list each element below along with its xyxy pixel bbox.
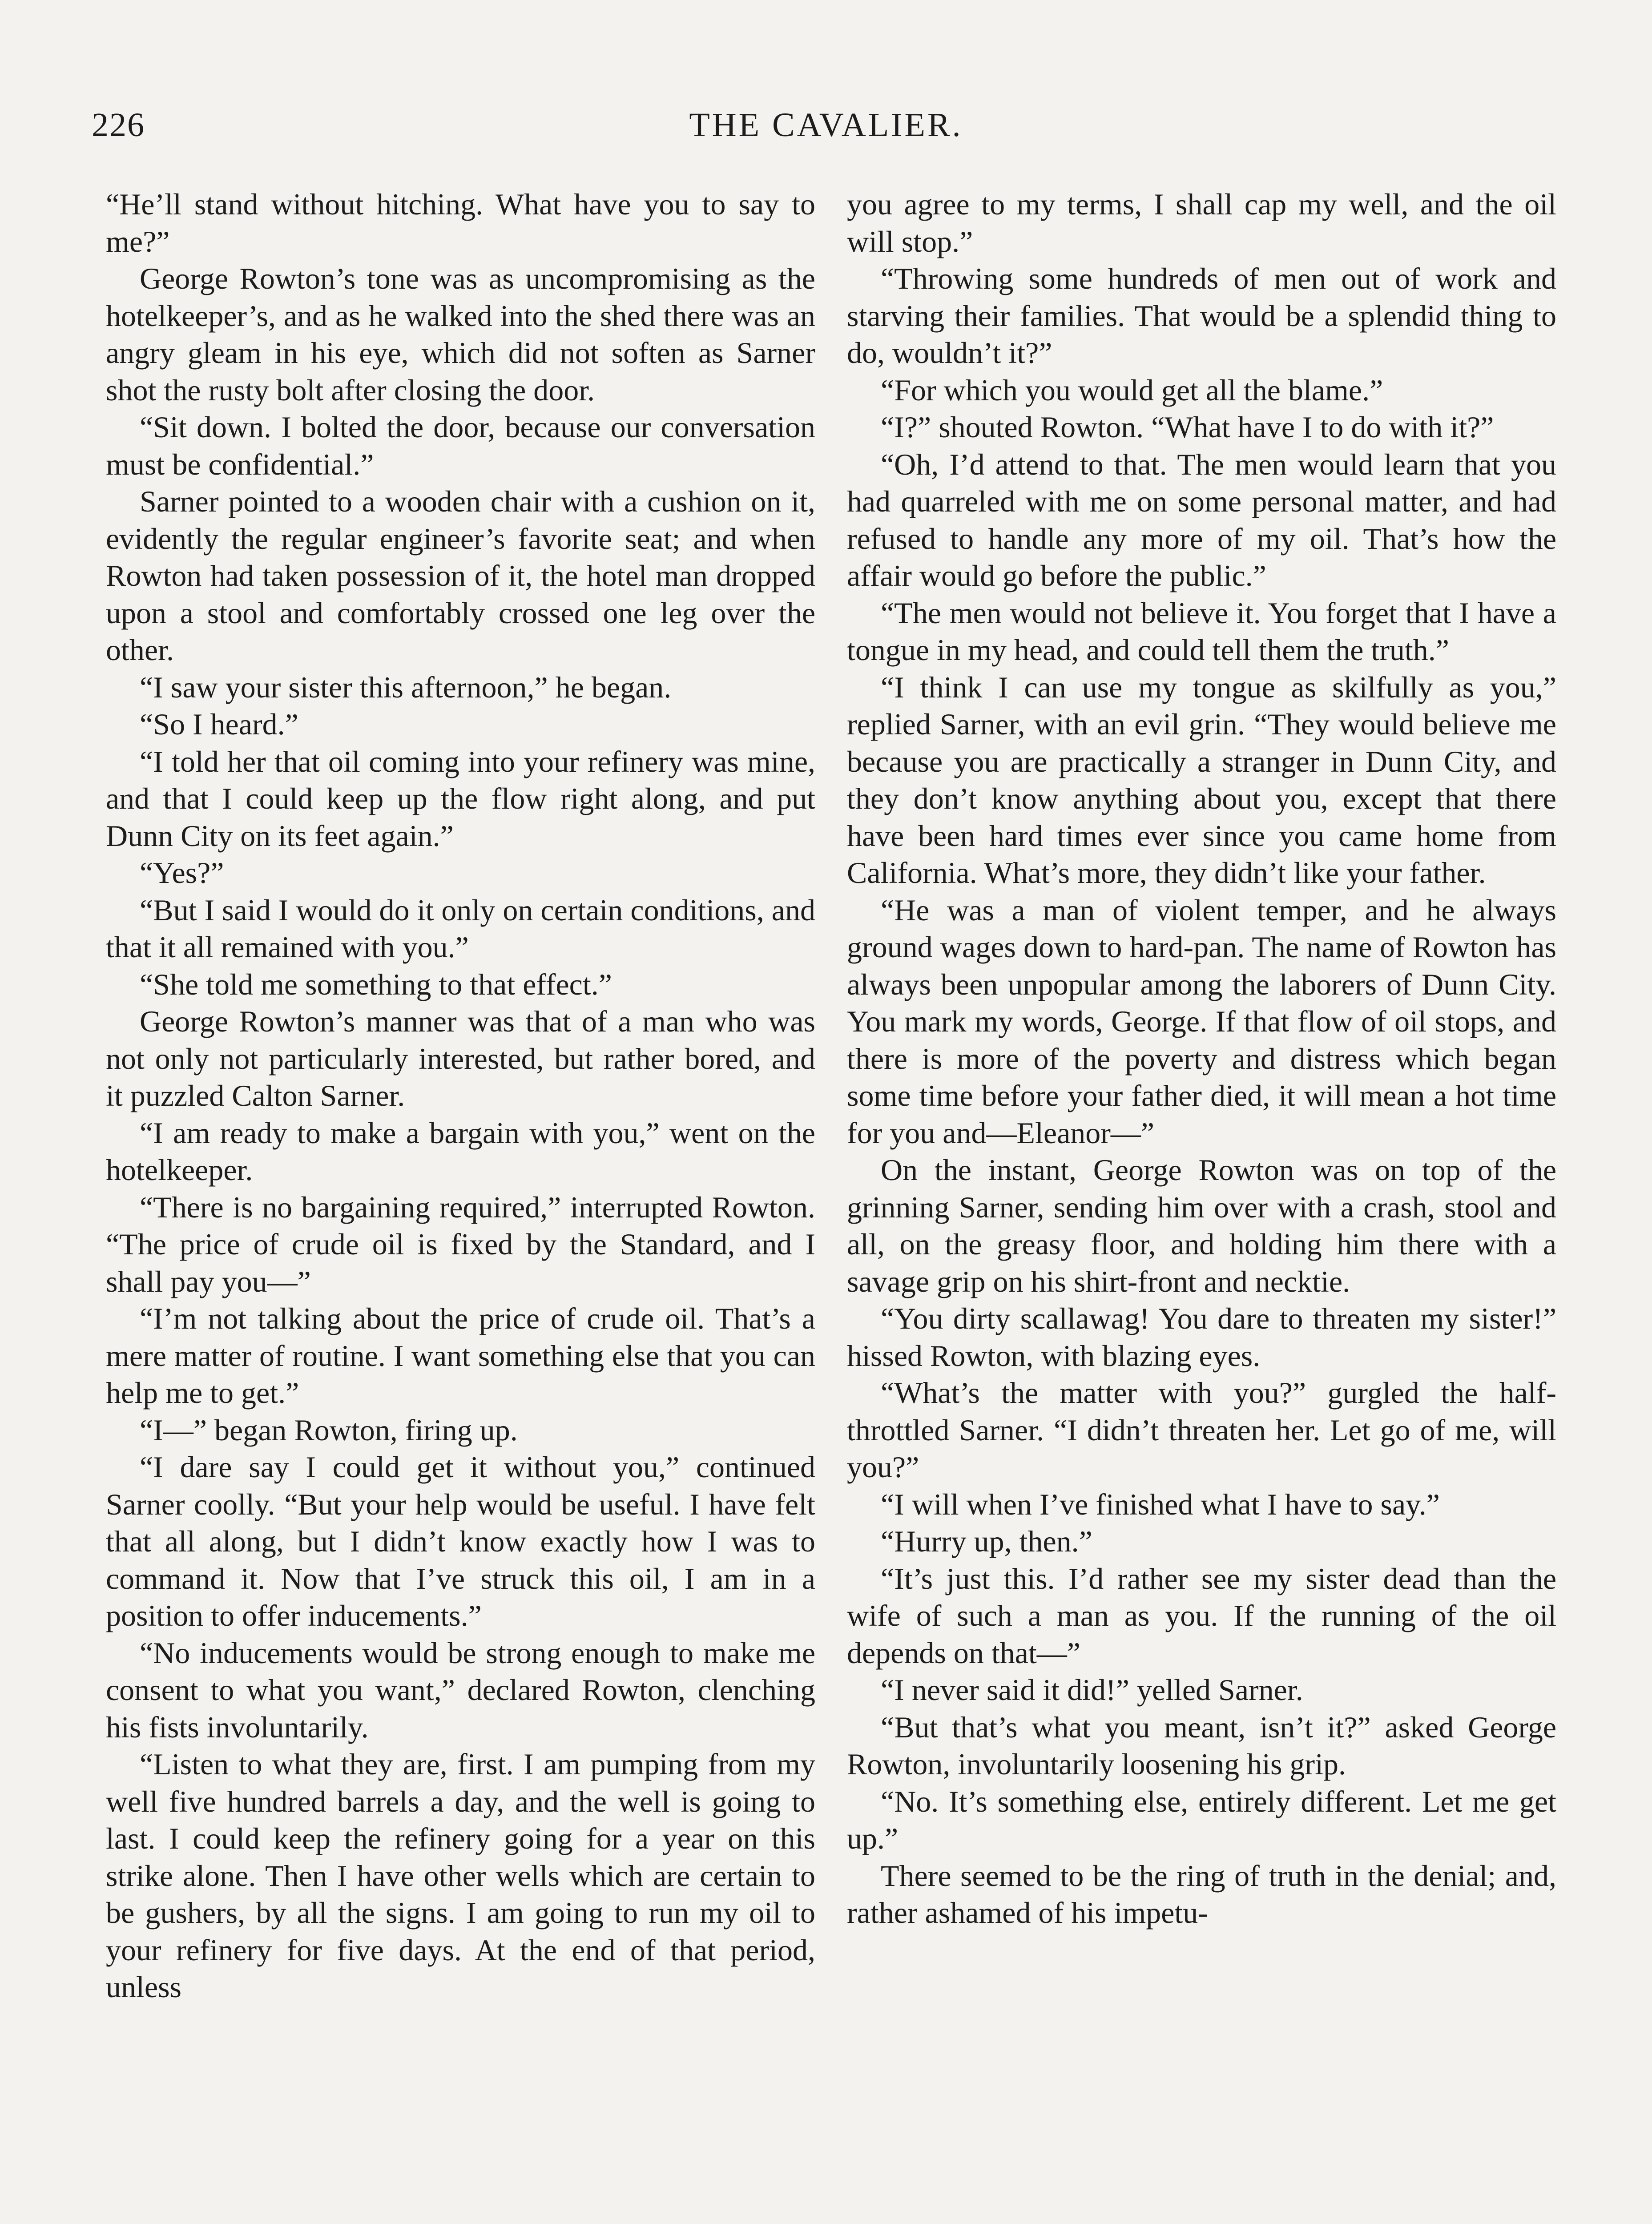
paragraph: “I will when I’ve finished what I have to say.” [881,1487,1440,1521]
paragraph: “There is no bargaining required,” interrupted Rowton. “The price of crude oil is fixed by the Standard, and I shall pay you—” [106,1190,815,1298]
page-header [0,106,1652,155]
paragraph: “I think I can use my tongue as skilfully as you,” replied Sarner, with an evil grin. “They would believe me because you are practically a stranger in Dunn City, and they don’t know anything about you, except that there have been hard times ever since you came home from California. What’s more, they didn’t like your father. [847,670,1556,890]
page-number: 226 [92,106,145,144]
paragraph: “I saw your sister this afternoon,” he began. [140,670,672,704]
paragraph: “So I heard.” [140,707,298,741]
paragraph: “Hurry up, then.” [881,1524,1092,1558]
paragraph: “She told me something to that effect.” [140,967,612,1001]
paragraph: “He’ll stand without hitching. What have you to say to me?” [106,187,815,258]
paragraph: “Oh, I’d attend to that. The men would learn that you had quarreled with me on some personal matter, and had refused to handle any more of my oil. That’s how the affair would go before the public.” [847,447,1556,592]
paragraph: George Rowton’s tone was as uncompromising as the hotelkeeper’s, and as he walked into the shed there was an angry gleam in his eye, which did not soften as Sarner shot the rusty bolt after closing the door. [106,262,815,407]
paragraph: Sarner pointed to a wooden chair with a cushion on it, evidently the regular engineer’s favorite seat; and when Rowton had taken possession of it, the hotel man dropped upon a stool and comfortably crossed one leg over the other. [106,484,815,667]
paragraph: “For which you would get all the blame.” [881,373,1383,407]
paragraph: “The men would not believe it. You forget that I have a tongue in my head, and could tell them the truth.” [847,596,1556,667]
paragraph: “I dare say I could get it without you,” continued Sarner coolly. “But your help would be useful. I have felt that all along, but I didn’t know exactly how I was to command it. Now that I’ve struck this oil, I am in a position to offer inducements.” [106,1450,815,1632]
paragraph: “Sit down. I bolted the door, because our conversation must be confidential.” [106,410,815,481]
paragraph: “What’s the matter with you?” gurgled the half-throttled Sarner. “I didn’t threaten her. Let go of me, will you?” [847,1376,1556,1484]
paragraph: “I told her that oil coming into your refinery was mine, and that I could keep up the flow right along, and put Dunn City on its feet again.” [106,744,815,853]
paragraph: “I never said it did!” yelled Sarner. [881,1673,1303,1707]
paragraph: “I—” began Rowton, firing up. [140,1413,518,1447]
paragraph: “I am ready to make a bargain with you,” went on the hotelkeeper. [106,1116,815,1187]
paragraph: “But that’s what you meant, isn’t it?” asked George Rowton, involuntarily loosening his grip. [847,1710,1556,1781]
paragraph: On the instant, George Rowton was on top of the grinning Sarner, sending him over with a crash, stool and all, on the greasy floor, and holding him there with a savage grip on his shirt-front and necktie. [847,1153,1556,1298]
paragraph: you agree to my terms, I shall cap my well, and the oil will stop.” [847,187,1556,258]
running-title: THE CAVALIER. [689,106,963,144]
paragraph: “You dirty scallawag! You dare to threaten my sister!” hissed Rowton, with blazing eyes. [847,1301,1556,1373]
paragraph: “No inducements would be strong enough to make me consent to what you want,” declared Rowton, clenching his fists involuntarily. [106,1636,815,1744]
right-column [847,186,1556,1932]
paragraph: “Yes?” [140,856,224,890]
paragraph: “I’m not talking about the price of crude oil. That’s a mere matter of routine. I want something else that you can help me to get.” [106,1301,815,1410]
paragraph: George Rowton’s manner was that of a man who was not only not particularly interested, but rather bored, and it puzzled Calton Sarner. [106,1004,815,1112]
paragraph: There seemed to be the ring of truth in the denial; and, rather ashamed of his impetu- [847,1858,1556,1930]
paragraph: “He was a man of violent temper, and he always ground wages down to hard-pan. The name of Rowton has always been unpopular among the laborers of Dunn City. You mark my words, George. If that flow of oil stops, and there is more of the poverty and distress which began some time before your father died, it will mean a hot time for you and—Eleanor—” [847,893,1556,1150]
paragraph: “Listen to what they are, first. I am pumping from my well five hundred barrels a day, and the well is going to last. I could keep the refinery going for a year on this strike alone. Then I have other wells which are certain to be gushers, by all the signs. I am going to run my oil to your refinery for five days. At the end of that period, unless [106,1747,815,2004]
left-column [106,186,815,2006]
paragraph: “No. It’s something else, entirely different. Let me get up.” [847,1784,1556,1855]
paragraph: “It’s just this. I’d rather see my sister dead than the wife of such a man as you. If the running of the oil depends on that—” [847,1561,1556,1670]
paragraph: “Throwing some hundreds of men out of work and starving their families. That would be a splendid thing to do, wouldn’t it?” [847,262,1556,370]
paragraph: “But I said I would do it only on certain conditions, and that it all remained with you.” [106,893,815,964]
paragraph: “I?” shouted Rowton. “What have I to do with it?” [881,410,1494,444]
